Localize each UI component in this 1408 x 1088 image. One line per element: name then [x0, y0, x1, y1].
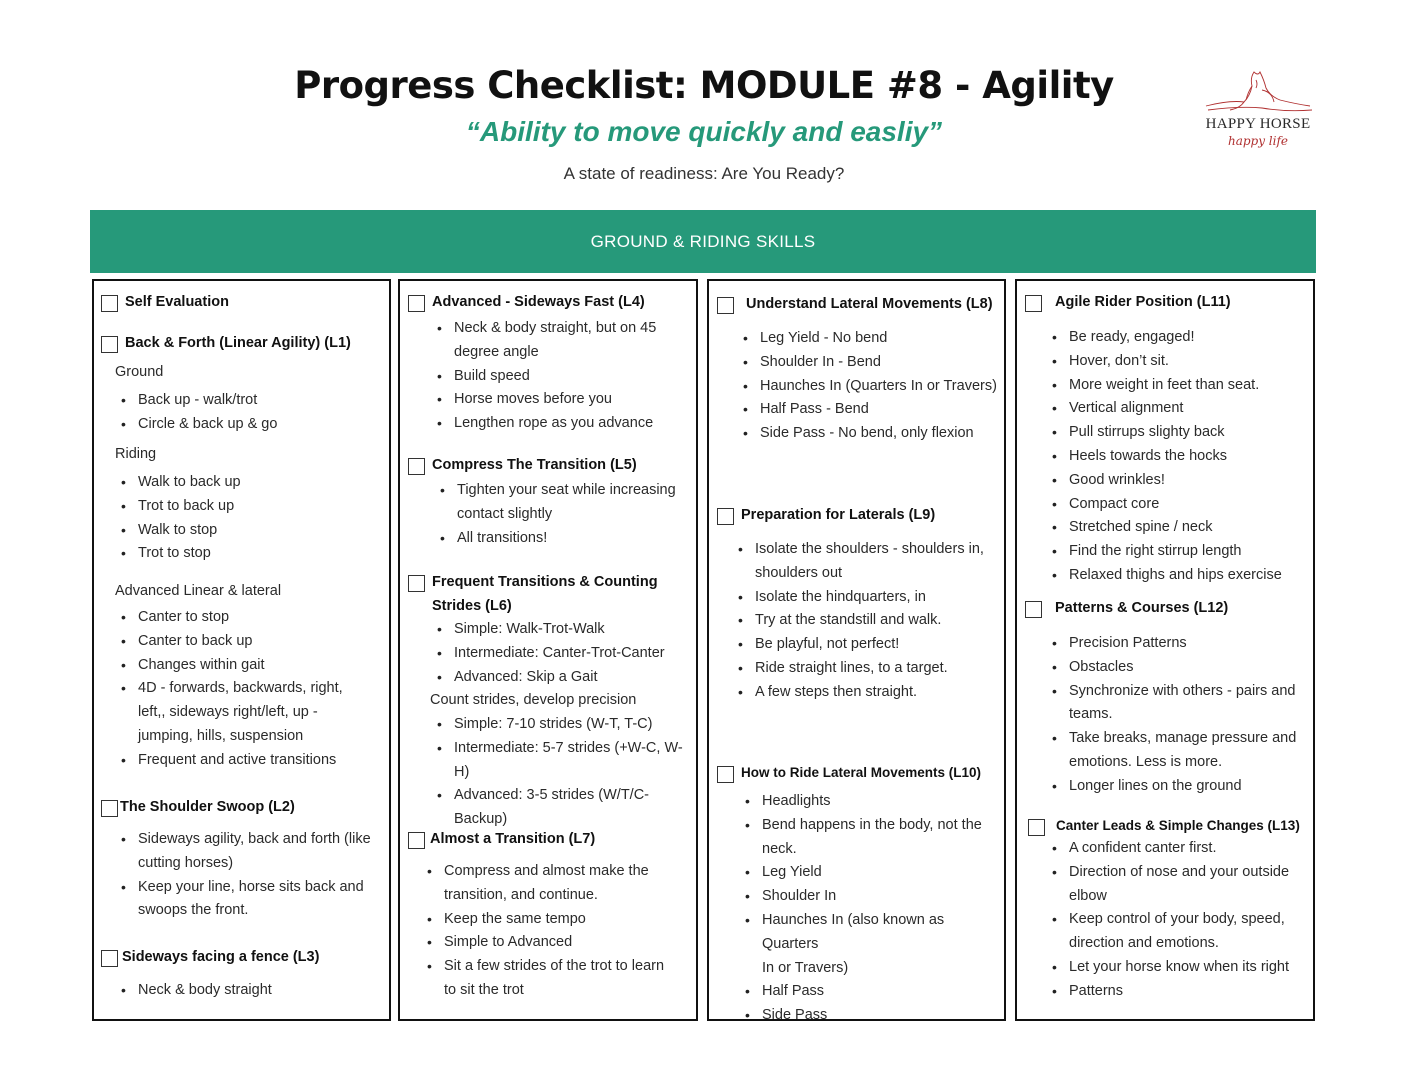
list-item: • Bend happens in the body, not the [762, 814, 1004, 838]
list-item: • Lengthen rope as you advance [454, 412, 656, 436]
checklist-item-l3[interactable] [101, 949, 319, 969]
list-item-continued: elbow [1069, 887, 1107, 904]
list-item-continued: Backup) [454, 811, 508, 828]
list-item: • Keep control of your body, speed, [1069, 908, 1289, 932]
list-item: • Frequent and active transitions [138, 749, 343, 773]
checklist-item-l1[interactable] [101, 335, 351, 355]
list-item: • Half Pass [762, 980, 1004, 1004]
checklist-item-l9[interactable] [717, 507, 935, 527]
checkbox[interactable] [1028, 819, 1045, 836]
list-item-continued: contact slightly [457, 505, 553, 522]
list-item-continued: cutting horses) [138, 854, 234, 871]
list-item: • Walk to back up [138, 471, 241, 495]
column-laterals [707, 279, 1006, 1024]
checkbox[interactable] [408, 295, 425, 312]
list-l5 [457, 479, 676, 550]
checkbox[interactable] [101, 336, 118, 353]
list-item: • Simple to Advanced [444, 931, 664, 955]
list-item: • Good wrinkles! [1069, 469, 1282, 493]
list-item: • Circle & back up & go [138, 413, 277, 437]
list-item: • Isolate the shoulders - shoulders in, [755, 538, 984, 562]
list-item: • Trot to back up [138, 495, 241, 519]
list-item: • Headlights [762, 790, 1004, 814]
list-item-continued: to sit the trot [444, 981, 524, 998]
list-item: • Shoulder In [762, 885, 1004, 909]
list-item: • Back up - walk/trot [138, 389, 277, 413]
logo-wordmark: HAPPY HORSE [1205, 116, 1311, 132]
list-item-continued: left,, sideways right/left, up - [138, 704, 318, 721]
list-item: • Ride straight lines, to a target. [755, 657, 984, 681]
heading: Canter Leads & Simple Changes (L13) [1056, 818, 1300, 833]
list-item: • Longer lines on the ground [1069, 775, 1296, 799]
list-item: • Canter to back up [138, 630, 343, 654]
list-item: • Let your horse know when its right [1069, 956, 1289, 980]
column-ground-skills [92, 279, 391, 1021]
list-l11 [1069, 326, 1282, 588]
list-item: • Canter to stop [138, 606, 343, 630]
logo-script: happy life [1227, 134, 1289, 148]
list-item: • Tighten your seat while increasing [457, 479, 676, 503]
subheading-count-strides: Count strides, develop precision [430, 692, 637, 708]
list-item: • Leg Yield - No bend [760, 327, 997, 351]
list-item: • Neck & body straight, but on 45 [454, 317, 656, 341]
checklist-item-self-evaluation[interactable] [101, 294, 229, 314]
list-item-continued: direction and emotions. [1069, 935, 1219, 952]
list-item: • Changes within gait [138, 654, 343, 678]
list-item: • A few steps then straight. [755, 681, 984, 705]
list-item: • Try at the standstill and walk. [755, 609, 984, 633]
checkbox[interactable] [717, 766, 734, 783]
list-item: • Keep your line, horse sits back and [138, 876, 371, 900]
list-riding [138, 471, 241, 566]
list-item: • More weight in feet than seat. [1069, 374, 1282, 398]
list-item: • Be ready, engaged! [1069, 326, 1282, 350]
list-item-continued: neck. [762, 840, 797, 857]
list-l2 [138, 828, 371, 923]
happy-horse-logo [1200, 66, 1320, 156]
column-transitions [398, 279, 698, 1021]
list-item: • Compress and almost make the [444, 860, 664, 884]
page-tagline: A state of readiness: Are You Ready? [563, 164, 845, 183]
list-item: • Keep the same tempo [444, 908, 664, 932]
list-item-continued: In or Travers) [762, 959, 849, 976]
heading: The Shoulder Swoop (L2) [120, 799, 295, 815]
list-l6 [454, 618, 665, 689]
list-item: • Synchronize with others - pairs and [1069, 680, 1296, 704]
list-item-continued: degree angle [454, 343, 539, 360]
list-l4 [454, 317, 656, 436]
heading: Agile Rider Position (L11) [1055, 294, 1231, 310]
checklist-item-l13[interactable] [1028, 818, 1300, 838]
list-item-continued: jumping, hills, suspension [138, 727, 304, 744]
list-l12 [1069, 632, 1296, 799]
list-item: • Build speed [454, 365, 656, 389]
list-l3 [138, 979, 272, 1003]
checklist-item-l10[interactable] [717, 765, 981, 785]
checkbox[interactable] [101, 295, 118, 312]
checklist-item-l6[interactable] [408, 574, 658, 618]
checklist-item-l7[interactable] [408, 831, 595, 851]
horse-sketch-icon [1200, 66, 1316, 116]
list-item: • Haunches In (also known as Quarters [762, 909, 1004, 957]
heading: Compress The Transition (L5) [432, 457, 637, 473]
list-item: • Side Pass [762, 1004, 1004, 1028]
list-item: • Sit a few strides of the trot to learn [444, 955, 664, 979]
heading: Understand Lateral Movements (L8) [746, 296, 993, 312]
list-item-continued: swoops the front. [138, 902, 249, 919]
list-item: • All transitions! [457, 527, 676, 551]
list-item: • Half Pass - Bend [760, 398, 997, 422]
heading: Patterns & Courses (L12) [1055, 600, 1229, 616]
checklist-item-l2[interactable] [101, 799, 295, 819]
checkbox[interactable] [408, 575, 425, 592]
list-ground [138, 389, 277, 437]
list-item: • Walk to stop [138, 519, 241, 543]
column-rider [1015, 279, 1315, 1021]
list-item: • A confident canter first. [1069, 837, 1289, 861]
list-item: • Pull stirrups slighty back [1069, 421, 1282, 445]
list-count-strides [454, 713, 696, 832]
list-item: • Direction of nose and your outside [1069, 861, 1289, 885]
heading: Self Evaluation [125, 294, 229, 310]
list-item: • Patterns [1069, 980, 1289, 1004]
list-l9 [755, 538, 984, 705]
heading: Almost a Transition (L7) [430, 831, 596, 847]
section-banner: GROUND & RIDING SKILLS [90, 210, 1316, 273]
list-item: • Stretched spine / neck [1069, 516, 1282, 540]
checklist-item-l8[interactable] [717, 296, 993, 316]
list-item: • Shoulder In - Bend [760, 351, 997, 375]
list-item: • Advanced: Skip a Gait [454, 666, 665, 690]
checkbox[interactable] [408, 458, 425, 475]
list-item: • Leg Yield [762, 861, 1004, 885]
list-item: • Intermediate: Canter-Trot-Canter [454, 642, 665, 666]
list-item-continued: shoulders out [755, 564, 843, 581]
list-item: • Precision Patterns [1069, 632, 1296, 656]
list-item: • Sideways agility, back and forth (like [138, 828, 371, 852]
checkbox[interactable] [717, 508, 734, 525]
list-item: • Compact core [1069, 493, 1282, 517]
heading-line: Strides (L6) [432, 598, 512, 614]
list-item: • Vertical alignment [1069, 397, 1282, 421]
list-item: • Isolate the hindquarters, in [755, 586, 984, 610]
list-item: • Hover, don’t sit. [1069, 350, 1282, 374]
heading: Back & Forth (Linear Agility) (L1) [125, 335, 351, 351]
heading-line: Frequent Transitions & Counting [432, 574, 658, 590]
checklist-item-l12[interactable] [1025, 600, 1228, 620]
list-item-continued: teams. [1069, 706, 1113, 723]
list-item: • 4D - forwards, backwards, right, [138, 677, 343, 701]
list-item-continued: transition, and continue. [444, 886, 598, 903]
list-l13 [1069, 837, 1289, 1004]
list-l10 [762, 790, 1004, 1028]
heading: Sideways facing a fence (L3) [122, 949, 320, 965]
list-item: • Heels towards the hocks [1069, 445, 1282, 469]
list-l8 [760, 327, 997, 446]
list-item: • Relaxed thighs and hips exercise [1069, 564, 1282, 588]
checkbox[interactable] [101, 950, 118, 967]
list-item: • Simple: Walk-Trot-Walk [454, 618, 665, 642]
checklist-item-l4[interactable] [408, 294, 645, 314]
subheading-riding: Riding [115, 446, 157, 462]
subheading-advanced: Advanced Linear & lateral [115, 583, 282, 599]
list-l7 [444, 860, 664, 1003]
list-item: • Trot to stop [138, 542, 241, 566]
checkbox[interactable] [1025, 601, 1042, 618]
list-item: • Side Pass - No bend, only flexion [760, 422, 997, 446]
page-subtitle: “Ability to move quickly and easliy” [465, 116, 943, 147]
page-title: Progress Checklist: MODULE #8 - Agility [294, 64, 1114, 107]
subheading-ground: Ground [115, 364, 164, 380]
checkbox[interactable] [717, 297, 734, 314]
list-item: • Simple: 7-10 strides (W-T, T-C) [454, 713, 696, 737]
list-item: • Neck & body straight [138, 979, 272, 1003]
list-item: • Intermediate: 5-7 strides (+W-C, W-H) [454, 737, 696, 785]
checklist-item-l5[interactable] [408, 457, 637, 477]
list-item-continued: emotions. Less is more. [1069, 753, 1223, 770]
list-item: • Obstacles [1069, 656, 1296, 680]
checkbox[interactable] [408, 832, 425, 849]
heading: Advanced - Sideways Fast (L4) [432, 294, 645, 310]
list-item: • Be playful, not perfect! [755, 633, 984, 657]
heading: How to Ride Lateral Movements (L10) [741, 765, 982, 780]
list-item: • Horse moves before you [454, 388, 656, 412]
list-item: • Find the right stirrup length [1069, 540, 1282, 564]
checkbox[interactable] [1025, 295, 1042, 312]
list-item: • Haunches In (Quarters In or Travers) [760, 375, 997, 399]
list-item: • Take breaks, manage pressure and [1069, 727, 1296, 751]
list-advanced [138, 606, 343, 773]
list-item: • Advanced: 3-5 strides (W/T/C- [454, 784, 696, 808]
heading [432, 570, 658, 618]
checkbox[interactable] [101, 800, 118, 817]
heading: Preparation for Laterals (L9) [741, 507, 936, 523]
checklist-item-l11[interactable] [1025, 294, 1231, 314]
